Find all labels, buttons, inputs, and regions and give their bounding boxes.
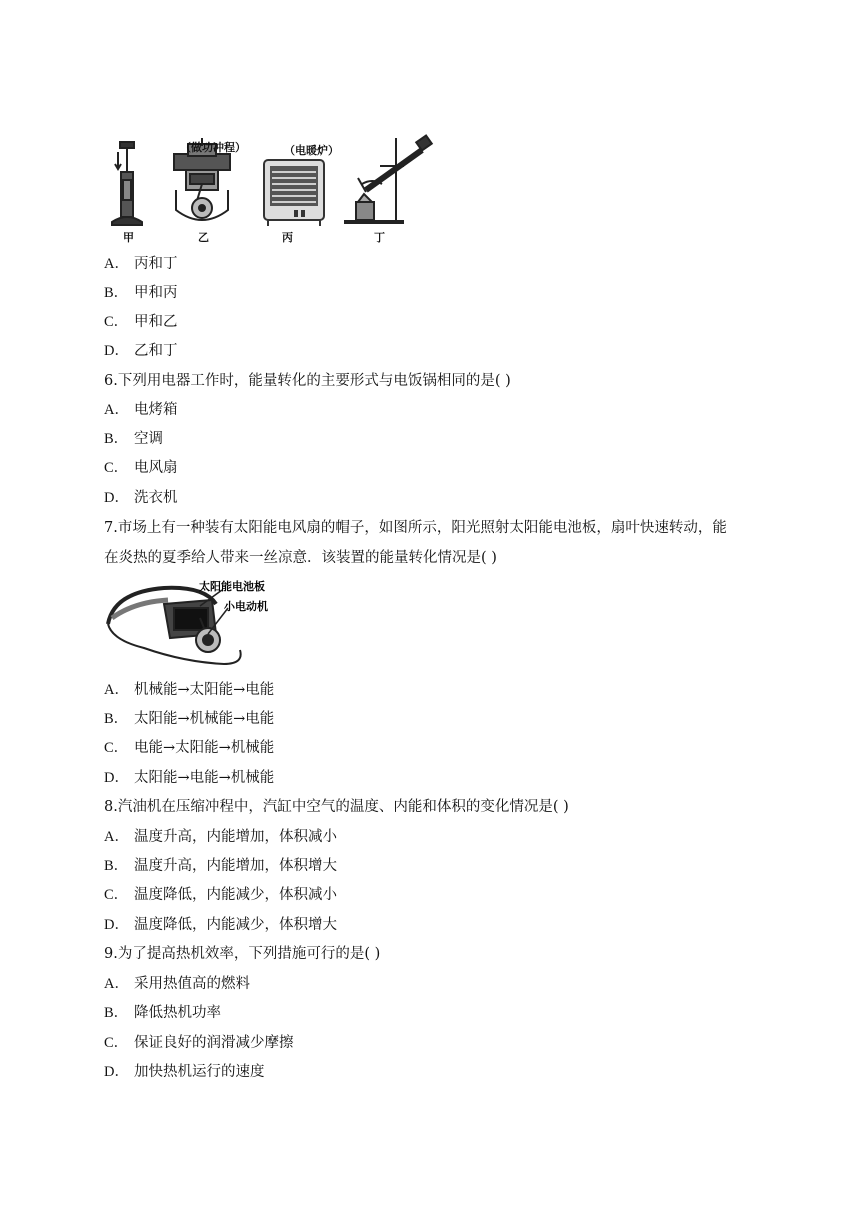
figure-tag-heater: （电暖炉） — [284, 144, 339, 157]
label-small-motor: 小电动机 — [224, 600, 268, 613]
q5-option-a: A． 丙和丁 — [104, 256, 178, 272]
q8-option-a: A． 温度升高，内能增加，体积减小 — [104, 829, 337, 845]
fire-piston-icon — [112, 142, 142, 225]
q7-option-c: C． 电能→太阳能→机械能 — [104, 740, 275, 756]
q6-option-b: B． 空调 — [104, 431, 163, 447]
q5-option-d: D． 乙和丁 — [104, 343, 178, 359]
q8-stem: 8.汽油机在压缩冲程中，汽缸中空气的温度、内能和体积的变化情况是( ) — [104, 799, 569, 815]
q7-stem-line1: 7.市场上有一种装有太阳能电风扇的帽子，如图所示，阳光照射太阳能电池板，扇叶快速转动，能 — [104, 520, 727, 536]
q7-stem-line2: 在炎热的夏季给人带来一丝凉意．该装置的能量转化情况是( ) — [104, 550, 497, 566]
figure-label-jia: 甲 — [123, 231, 134, 244]
electric-heater-icon — [264, 160, 324, 226]
q6-option-c: C． 电风扇 — [104, 460, 178, 476]
q5-option-c: C． 甲和乙 — [104, 314, 178, 330]
solar-hat-icon — [108, 588, 241, 664]
q8-option-b: B． 温度升高，内能增加，体积增大 — [104, 858, 337, 874]
q8-option-c: C． 温度降低，内能减少，体积减小 — [104, 887, 337, 903]
figure-energy-apparatus — [104, 132, 444, 247]
q6-option-d: D． 洗衣机 — [104, 490, 178, 506]
q9-option-c: C． 保证良好的润滑减少摩擦 — [104, 1035, 294, 1051]
figure-label-ding: 丁 — [374, 231, 385, 244]
q5-option-b: B． 甲和丙 — [104, 285, 178, 301]
label-solar-panel: 太阳能电池板 — [199, 580, 265, 593]
q6-option-a: A． 电烤箱 — [104, 402, 178, 418]
figure-tag-work-stroke: （做功冲程） — [180, 141, 246, 154]
q7-option-b: B． 太阳能→机械能→电能 — [104, 711, 275, 727]
q9-option-d: D． 加快热机运行的速度 — [104, 1064, 265, 1080]
solar-fan-hat-figure — [104, 578, 284, 673]
figure-label-yi: 乙 — [198, 231, 209, 244]
q8-option-d: D． 温度降低，内能减少，体积增大 — [104, 917, 337, 933]
q9-option-b: B． 降低热机功率 — [104, 1005, 221, 1021]
q6-stem: 6.下列用电器工作时，能量转化的主要形式与电饭锅相同的是( ) — [104, 373, 511, 389]
test-tube-stand-icon — [344, 135, 432, 222]
q9-stem: 9.为了提高热机效率，下列措施可行的是( ) — [104, 946, 381, 962]
figure-label-bing: 丙 — [282, 231, 293, 244]
q7-option-a: A． 机械能→太阳能→电能 — [104, 682, 275, 698]
q9-option-a: A． 采用热值高的燃料 — [104, 976, 250, 992]
q7-option-d: D． 太阳能→电能→机械能 — [104, 770, 275, 786]
